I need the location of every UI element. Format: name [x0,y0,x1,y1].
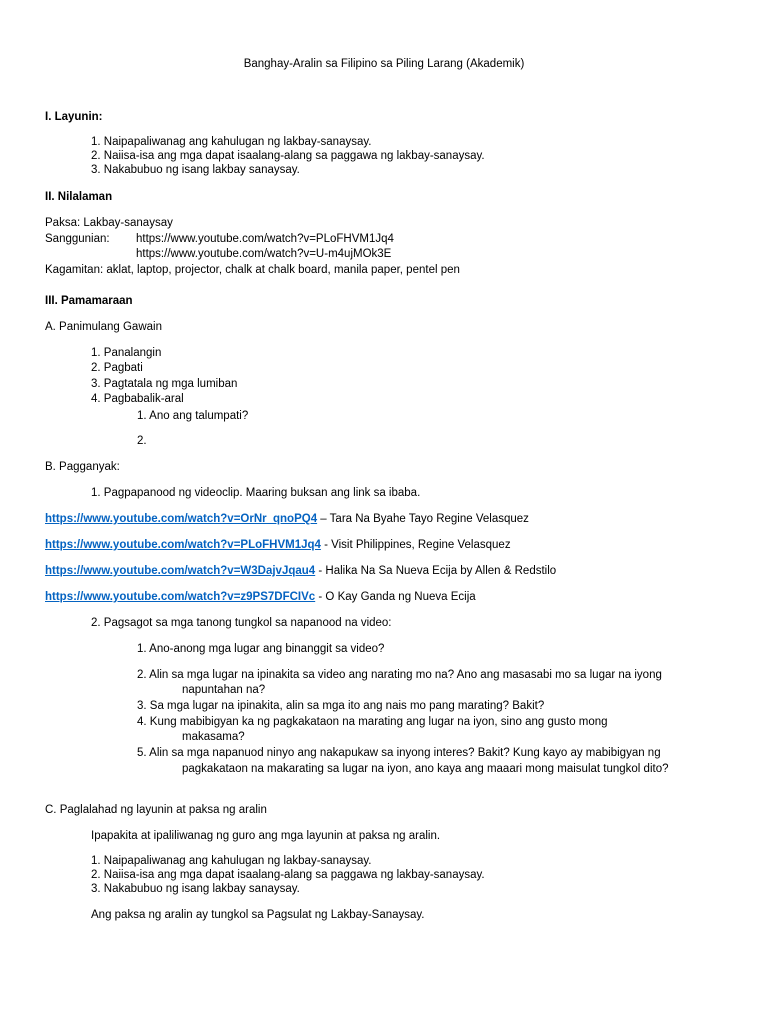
video-link[interactable]: https://www.youtube.com/watch?v=OrNr_qnoPQ4 [45,513,318,525]
paglalahad-item: 1. Naipapaliwanag ang kahulugan ng lakbay-sanaysay. [91,855,372,867]
video-link[interactable]: https://www.youtube.com/watch?v=W3DajvJqau4 [45,565,316,577]
panimulang-item: 3. Pagtatala ng mga lumiban [91,378,238,390]
document-title: Banghay-Aralin sa Filipino sa Piling Larang (Akademik) [243,58,525,70]
section-nilalaman-heading: II. Nilalaman [45,191,113,203]
balik-aral-subitem: 2. [137,435,147,447]
paglalahad-heading: C. Paglalahad ng layunin at paksa ng aralin [45,804,267,816]
sanggunian-label: Sanggunian: [45,233,110,245]
video-line [45,512,529,526]
panimulang-item: 4. Pagbabalik-aral [91,393,184,405]
paglalahad-item: 3. Nakabubuo ng isang lakbay sanaysay. [91,883,300,895]
sanggunian-link: https://www.youtube.com/watch?v=PLoFHVM1Jq4 [136,233,394,245]
question-item-continued: napuntahan na? [182,684,266,696]
layunin-item: 1. Naipapaliwanag ang kahulugan ng lakbay-sanaysay. [91,136,372,148]
question-item-continued: makasama? [182,731,245,743]
paksa-line: Paksa: Lakbay-sanaysay [45,217,173,229]
sanggunian-link: https://www.youtube.com/watch?v=U-m4ujMOk3E [136,248,392,260]
panimulang-item: 2. Pagbati [91,362,143,374]
video-description: - O Kay Ganda ng Nueva Ecija [315,591,476,603]
question-item: 5. Alin sa mga napanuod ninyo ang nakapukaw sa inyong interes? Bakit? Kung kayo ay mabibigyan ng [137,747,661,759]
question-item: 3. Sa mga lugar na ipinakita, alin sa mga ito ang nais mo pang marating? Bakit? [137,700,545,712]
kagamitan-line: Kagamitan: aklat, laptop, projector, chalk at chalk board, manila paper, pentel pen [45,264,460,276]
question-item: 4. Kung mabibigyan ka ng pagkakataon na marating ang lugar na iyon, sino ang gusto mong [137,716,608,728]
pagganyak-item: 2. Pagsagot sa mga tanong tungkol sa napanood na video: [91,617,392,629]
video-link[interactable]: https://www.youtube.com/watch?v=z9PS7DFCIVc [45,591,316,603]
section-pamamaraan-heading: III. Pamamaraan [45,295,133,307]
pagganyak-item: 1. Pagpapanood ng videoclip. Maaring buksan ang link sa ibaba. [91,487,421,499]
video-link[interactable]: https://www.youtube.com/watch?v=PLoFHVM1Jq4 [45,539,321,551]
panimulang-gawain-heading: A. Panimulang Gawain [45,321,162,333]
question-item-continued: pagkakataon na makarating sa lugar na iyon, ano kaya ang maaari mong maisulat tungkol dito? [182,763,669,775]
video-description: - Visit Philippines, Regine Velasquez [320,539,511,551]
paglalahad-item: 2. Naiisa-isa ang mga dapat isaalang-alang sa paggawa ng lakbay-sanaysay. [91,869,485,881]
balik-aral-subitem: 1. Ano ang talumpati? [137,410,249,422]
video-line [45,538,511,552]
section-layunin-heading: I. Layunin: [45,111,103,123]
layunin-item: 3. Nakabubuo ng isang lakbay sanaysay. [91,164,300,176]
question-item: 1. Ano-anong mga lugar ang binanggit sa video? [137,643,385,655]
paglalahad-intro: Ipapakita at ipaliliwanag ng guro ang mga layunin at paksa ng aralin. [91,830,441,842]
video-description: – Tara Na Byahe Tayo Regine Velasquez [317,513,529,525]
layunin-item: 2. Naiisa-isa ang mga dapat isaalang-alang sa paggawa ng lakbay-sanaysay. [91,150,485,162]
panimulang-item: 1. Panalangin [91,347,162,359]
question-item: 2. Alin sa mga lugar na ipinakita sa video ang narating mo na? Ano ang masasabi mo sa lugar na iyong [137,669,662,681]
video-line [45,590,476,604]
pagganyak-heading: B. Pagganyak: [45,461,120,473]
paglalahad-closing: Ang paksa ng aralin ay tungkol sa Pagsulat ng Lakbay-Sanaysay. [91,909,425,921]
video-description: - Halika Na Sa Nueva Ecija by Allen & Redstilo [315,565,557,577]
video-line [45,564,556,578]
